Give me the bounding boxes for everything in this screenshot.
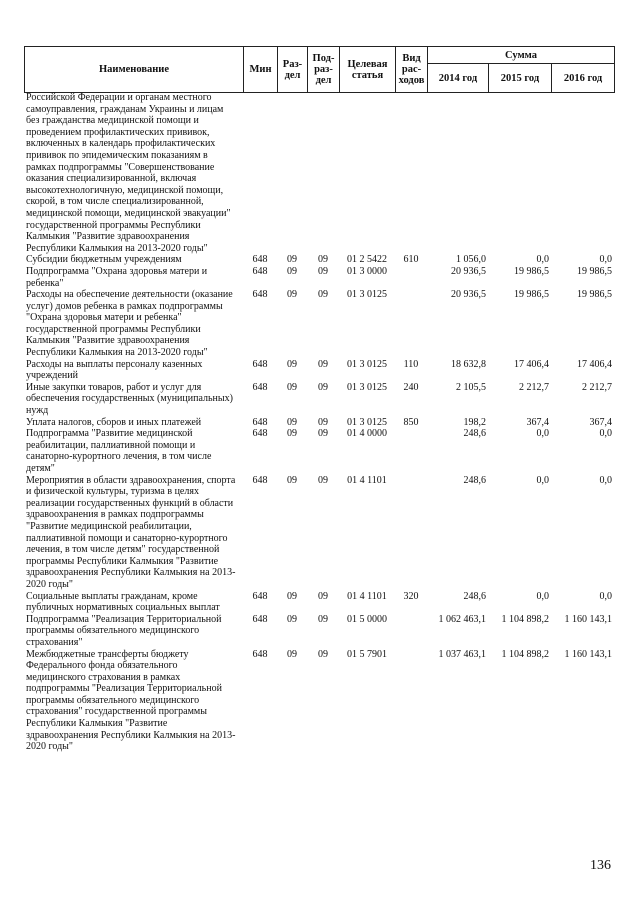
table-cell-podrazdel: 09 — [318, 613, 328, 625]
table-cell-podrazdel: 09 — [318, 428, 328, 440]
header-vid: Вид рас- ходов — [396, 47, 428, 93]
table-cell-razdel: 09 — [287, 416, 297, 428]
table-cell-vid — [395, 475, 427, 591]
table-cell-razdel — [277, 92, 307, 254]
table-row — [24, 92, 614, 254]
table-cell-sum-2016: 0,0 — [599, 254, 612, 266]
table-cell-vid: 610 — [403, 254, 419, 266]
table-row — [24, 591, 614, 614]
table-cell-razdel: 09 — [287, 254, 297, 266]
table-cell-sum-2014: 20 936,5 — [451, 265, 486, 277]
table-cell-razdel: 09 — [287, 381, 297, 393]
table-cell-name: Межбюджетные трансферты бюджету Федерального фонда обязательного медицинского страхования в рамках подпрограммы "Реализация Территориальной программы обязательного медицинского страхования" государственной программы Республики Калмыкия "Развитие здравоохранения Республики Калмыкия на 2013-2020 годы" — [26, 648, 236, 753]
table-cell-vid — [395, 92, 427, 254]
table-cell-sum-2015: 0,0 — [536, 428, 549, 440]
table-cell-vid — [395, 289, 427, 359]
page-number: 136 — [590, 858, 611, 873]
table-row — [24, 417, 614, 429]
table-cell-razdel: 09 — [287, 590, 297, 602]
table-cell-name: Подпрограмма "Развитие медицинской реабилитации, паллиативной помощи и санаторно-курортного лечения, в том числе детям" — [26, 428, 212, 474]
table-cell-razdel: 09 — [287, 613, 297, 625]
table-cell-min: 648 — [252, 358, 268, 370]
table-cell-vid: 320 — [403, 590, 419, 602]
table-row — [24, 649, 614, 753]
table-cell-vid — [395, 649, 427, 753]
table-cell-sum-2015: 367,4 — [526, 416, 549, 428]
table-cell-min: 648 — [252, 648, 268, 660]
table-cell-name: Мероприятия в области здравоохранения, спорта и физической культуры, туризма в целях реализации государственных функций в области здравоохранения в рамках подпрограммы "Развитие медицинской реабилитации, паллиативной помощи и санаторно-курортного лечения, в том числе детям" государственной программы Республики Калмыкия "Развитие здравоохранения Республики Калмыкия на 2013-2020 годы" — [26, 474, 236, 590]
table-row — [24, 475, 614, 591]
table-cell-vid — [395, 266, 427, 289]
table-row — [24, 382, 614, 417]
table-cell-podrazdel — [307, 92, 339, 254]
table-cell-sum-2014: 1 056,0 — [456, 254, 486, 266]
table-cell-sum-2014: 248,6 — [463, 474, 486, 486]
table-cell-sum-2014: 2 105,5 — [456, 381, 486, 393]
table-cell-sum-2016: 367,4 — [589, 416, 612, 428]
table-cell-razdel: 09 — [287, 289, 297, 301]
table-cell-sum-2014: 248,6 — [463, 590, 486, 602]
header-podrazdel: Под- раз- дел — [308, 47, 340, 93]
table-cell-podrazdel: 09 — [318, 381, 328, 393]
table-cell-target: 01 5 0000 — [347, 613, 387, 625]
table-cell-vid — [395, 614, 427, 649]
table-cell-min: 648 — [252, 254, 268, 266]
table-cell-sum-2014: 248,6 — [463, 428, 486, 440]
table-header — [24, 46, 615, 93]
table-cell-name: Уплата налогов, сборов и иных платежей — [26, 416, 202, 428]
table-cell-sum-2015 — [488, 92, 551, 254]
header-target: Целевая статья — [340, 47, 396, 93]
table-cell-sum-2016: 19 986,5 — [577, 265, 612, 277]
table-cell-sum-2016: 1 160 143,1 — [564, 613, 612, 625]
table-cell-sum-2016: 0,0 — [599, 474, 612, 486]
table-cell-target: 01 3 0125 — [347, 289, 387, 301]
table-cell-name: Подпрограмма "Реализация Территориальной программы обязательного медицинского страхования" — [26, 613, 222, 648]
table-cell-razdel: 09 — [287, 358, 297, 370]
table-cell-razdel: 09 — [287, 428, 297, 440]
table-cell-sum-2015: 0,0 — [536, 474, 549, 486]
table-cell-sum-2015: 0,0 — [536, 590, 549, 602]
table-cell-name: Подпрограмма "Охрана здоровья матери и ребенка" — [26, 265, 208, 289]
table-cell-target: 01 2 5422 — [347, 254, 387, 266]
header-min: Мин — [244, 47, 278, 93]
table-cell-min: 648 — [252, 474, 268, 486]
table-row — [24, 428, 614, 474]
header-2016: 2016 год — [552, 64, 615, 93]
table-row — [24, 254, 614, 266]
table-cell-name: Расходы на обеспечение деятельности (оказание услуг) домов ребенка в рамках подпрограммы "Охрана здоровья матери и ребенка" государственной программы Республики Калмыкия "Развитие здравоохранения Республики Калмыкия на 2013-2020 годы" — [26, 289, 233, 359]
table-cell-sum-2015: 1 104 898,2 — [501, 648, 549, 660]
table-cell-min: 648 — [252, 265, 268, 277]
table-cell-min: 648 — [252, 289, 268, 301]
table-cell-name: Иные закупки товаров, работ и услуг для обеспечения государственных (муниципальных) нужд — [26, 381, 233, 417]
table-cell-sum-2016: 2 212,7 — [582, 381, 612, 393]
table-cell-podrazdel: 09 — [318, 474, 328, 486]
table-cell-podrazdel: 09 — [318, 416, 328, 428]
table-cell-podrazdel: 09 — [318, 265, 328, 277]
table-cell-target: 01 3 0125 — [347, 358, 387, 370]
table-cell-sum-2014 — [427, 92, 488, 254]
table-cell-min: 648 — [252, 590, 268, 602]
table-cell-sum-2014: 20 936,5 — [451, 289, 486, 301]
table-cell-podrazdel: 09 — [318, 254, 328, 266]
table-row — [24, 359, 614, 382]
table-cell-sum-2014: 1 062 463,1 — [438, 613, 486, 625]
header-sum: Сумма — [428, 47, 615, 64]
table-cell-min: 648 — [252, 428, 268, 440]
header-name: Наименование — [25, 47, 244, 93]
table-row — [24, 289, 614, 359]
table-cell-target: 01 3 0125 — [347, 416, 387, 428]
table-cell-sum-2015: 1 104 898,2 — [501, 613, 549, 625]
table-cell-min: 648 — [252, 381, 268, 393]
header-2014: 2014 год — [428, 64, 489, 93]
table-cell-sum-2016: 1 160 143,1 — [564, 648, 612, 660]
table-cell-name: Российской Федерации и органам местного самоуправления, гражданам Украины и лицам без гражданства медицинской помощи и проведением профилактических прививок, включенных в календарь профилактических прививок по эпидемическим показаниям в рамках подпрограммы "Совершенствование оказания специализированной, включая высокотехнологичную, медицинской помощи, скорой, в том числе специализированной, медицинской помощи, медицинской эвакуации" государственной программы Республики Калмыкия "Развитие здравоохранения Республики Калмыкия на 2013-2020 годы" — [26, 92, 231, 254]
table-row — [24, 266, 614, 289]
table-cell-sum-2016 — [551, 92, 614, 254]
table-cell-podrazdel: 09 — [318, 590, 328, 602]
table-cell-target — [339, 92, 395, 254]
table-cell-target: 01 5 7901 — [347, 648, 387, 660]
table-cell-sum-2016: 17 406,4 — [577, 358, 612, 370]
header-razdel: Раз- дел — [278, 47, 308, 93]
table-cell-min: 648 — [252, 613, 268, 625]
table-cell-target: 01 4 0000 — [347, 428, 387, 440]
table-cell-target: 01 3 0125 — [347, 381, 387, 393]
table-cell-razdel: 09 — [287, 648, 297, 660]
table-cell-name: Расходы на выплаты персоналу казенных учреждений — [26, 358, 203, 382]
table-cell-sum-2014: 1 037 463,1 — [438, 648, 486, 660]
budget-table — [24, 92, 614, 753]
table-cell-podrazdel: 09 — [318, 289, 328, 301]
table-cell-razdel: 09 — [287, 265, 297, 277]
table-row — [24, 614, 614, 649]
table-cell-sum-2016: 0,0 — [599, 590, 612, 602]
table-cell-sum-2014: 198,2 — [463, 416, 486, 428]
table-cell-vid: 110 — [403, 358, 419, 370]
table-cell-vid: 850 — [403, 416, 419, 428]
table-cell-razdel: 09 — [287, 474, 297, 486]
table-cell-sum-2015: 19 986,5 — [514, 289, 549, 301]
table-cell-sum-2016: 0,0 — [599, 428, 612, 440]
table-cell-podrazdel: 09 — [318, 648, 328, 660]
table-cell-vid: 240 — [403, 381, 419, 393]
table-cell-sum-2015: 0,0 — [536, 254, 549, 266]
table-cell-min — [243, 92, 277, 254]
table-cell-name: Субсидии бюджетным учреждениям — [26, 254, 182, 266]
table-cell-vid — [395, 428, 427, 474]
table-cell-podrazdel: 09 — [318, 358, 328, 370]
header-2015: 2015 год — [489, 64, 552, 93]
table-cell-sum-2015: 2 212,7 — [519, 381, 549, 393]
table-cell-target: 01 4 1101 — [347, 474, 387, 486]
table-cell-min: 648 — [252, 416, 268, 428]
table-cell-target: 01 3 0000 — [347, 265, 387, 277]
table-cell-target: 01 4 1101 — [347, 590, 387, 602]
table-cell-sum-2014: 18 632,8 — [451, 358, 486, 370]
table-cell-name: Социальные выплаты гражданам, кроме публичных нормативных социальных выплат — [26, 590, 220, 614]
table-cell-sum-2016: 19 986,5 — [577, 289, 612, 301]
table-cell-sum-2015: 17 406,4 — [514, 358, 549, 370]
table-cell-sum-2015: 19 986,5 — [514, 265, 549, 277]
